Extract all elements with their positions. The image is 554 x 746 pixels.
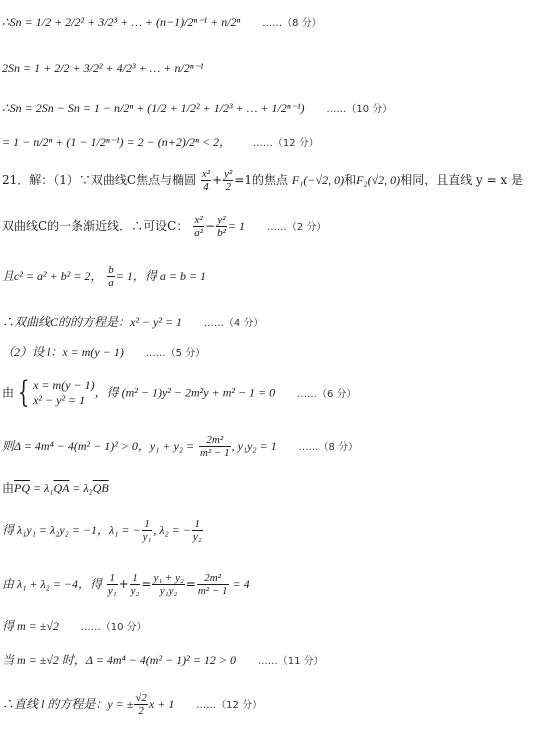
equation-system: x = m(y − 1) x² − y² = 1 xyxy=(33,378,95,407)
score-8-part2: ……（8 分） xyxy=(298,442,359,453)
set-line-l: （2）设 l：x = m(y − 1) xyxy=(2,345,124,359)
line-asymptote: 双曲线C的一条渐近线．∴可设C： $\frac{\text{x²}}{\text{a²}}$ − $\frac{\text{y²}}{\text{b²}}$ = 1 ……（2 分） xyxy=(2,214,327,239)
fraction-ellipse-x: $\frac{\text{x²}}{4}$ xyxy=(201,168,211,193)
score-4: ……（4 分） xyxy=(203,318,264,329)
fraction-ellipse-y: $\frac{\text{y²}}{2}$ xyxy=(224,168,233,193)
line-lambda-sum: 由 λ₁ + λ₂ = −4，得 $\frac{1}{\text{y₁}}$ + $\frac{1}{\text{y₂}}$ = $\frac{\text{y₁ + y₂}}{\text{y₁y₂}}$ = $\frac{\text{2m²}}{\text{m² − 1}}$ = 4 xyxy=(2,572,250,597)
fraction-slope: $\frac{√2}{2}$ xyxy=(135,692,147,717)
focus-f1: F₁(−√2, 0) xyxy=(291,173,345,187)
score-11: ……（11 分） xyxy=(257,656,324,667)
score-2: ……（2 分） xyxy=(266,222,327,233)
fraction-ba: $\frac{b}{a}$ xyxy=(108,264,114,289)
line-hyperbola-eq xyxy=(2,314,263,332)
q21-intro-text: 21．解：（1）∵双曲线C焦点与椭圆 xyxy=(2,173,197,187)
formula-sn: ∴Sn = 1/2 + 2/2² + 3/2³ + … + (n−1)/2ⁿ⁻¹ + n/2ⁿ xyxy=(2,15,241,29)
fraction-sum: $\frac{\text{2m²}}{\text{m² − 1}}$ xyxy=(199,434,230,459)
line-final-answer: ∴直线 l 的方程是：y = ± $\frac{√2}{2}$ x + 1 ……（12 分） xyxy=(2,692,263,717)
delta-text: 则Δ = 4m⁴ − 4(m² − 1)² > 0，y₁ + y₂ = xyxy=(2,439,195,453)
formula-sn-diff: ∴Sn = 2Sn − Sn = 1 − n/2ⁿ + (1/2 + 1/2² + 1/2³ + … + 1/2ⁿ⁻¹) xyxy=(2,101,305,115)
hyperbola-equation: ∴双曲线C的的方程是：x² − y² = 1 xyxy=(2,315,183,329)
line-m-value xyxy=(2,618,147,636)
formula-2sn: 2Sn = 1 + 2/2 + 3/2² + 4/2³ + … + n/2ⁿ⁻¹ xyxy=(2,61,204,75)
score-8: ……（8 分） xyxy=(262,18,322,29)
formula-sn-result: = 1 − n/2ⁿ + (1 − 1/2ⁿ⁻¹) = 2 − (n+2)/2ⁿ < 2， xyxy=(2,135,232,149)
line-sn-diff xyxy=(2,100,392,118)
line-ab: 且c² = a² + b² = 2， $\frac{b}{a}$ = 1，得 a = b = 1 xyxy=(2,264,207,289)
fraction-ratio2: $\frac{\text{2m²}}{\text{m² − 1}}$ xyxy=(197,572,228,597)
lambda-sum-text: 由 λ₁ + λ₂ = −4，得 xyxy=(2,577,103,591)
score-10-part2: ……（10 分） xyxy=(80,622,147,633)
fraction-hyper-y: $\frac{\text{y²}}{\text{b²}}$ xyxy=(217,214,226,239)
line-2sn xyxy=(2,60,204,76)
score-12-part2: ……（12 分） xyxy=(196,700,263,711)
line-delta: 则Δ = 4m⁴ − 4(m² − 1)² > 0，y₁ + y₂ = $\frac{\text{2m²}}{\text{m² − 1}}$ , y₁y₂ = 1 ……（8 分） xyxy=(2,434,359,459)
score-12-part1: ……（12 分） xyxy=(252,138,319,149)
line-lambda: 得 λ₁y₁ = λ₂y₂ = −1，λ₁ = − $\frac{1}{\text{y₁}}$ , λ₂ = − $\frac{1}{\text{y₂}}$ xyxy=(2,518,202,543)
score-10-part1: ……（10 分） xyxy=(326,104,393,115)
fraction-inv1: $\frac{1}{\text{y₁}}$ xyxy=(107,572,117,597)
line-sn-result xyxy=(2,134,319,152)
line-q21-intro: 21．解：（1）∵双曲线C焦点与椭圆 $\frac{\text{x²}}{4}$ + $\frac{\text{y²}}{2}$ =1的焦点 F₁(−√2, 0)和F₂(√2, 0)相同，且直线 y = x 是 xyxy=(2,168,524,193)
final-answer-text: ∴直线 l 的方程是：y = ± xyxy=(2,697,134,711)
fraction-lam1: $\frac{1}{\text{y₁}}$ xyxy=(142,518,152,543)
line-check-delta xyxy=(2,652,324,670)
check-delta: 当 m = ±√2 时，Δ = 4m⁴ − 4(m² − 1)² = 12 > 0 xyxy=(2,653,236,667)
score-5: ……（5 分） xyxy=(145,348,206,359)
fraction-lam2: $\frac{1}{\text{y₂}}$ xyxy=(192,518,202,543)
line-set-l xyxy=(2,344,205,362)
line-vectors: 由$\overline{PQ} = \lambda_1\overline{QA} = \lambda_2\overline{QB}$ xyxy=(2,481,109,495)
brace-icon: { xyxy=(17,375,30,410)
vector-pq: $\overline{PQ}$ xyxy=(14,481,31,495)
formula-c2: 且c² = a² + b² = 2， xyxy=(2,269,103,283)
focus-f2: F₂(√2, 0) xyxy=(356,173,401,187)
lambda-text: 得 λ₁y₁ = λ₂y₂ = −1，λ₁ = − xyxy=(2,523,141,537)
vector-qa: $\overline{QA}$ xyxy=(53,481,70,495)
line-sn-sum xyxy=(2,14,322,32)
asymptote-text: 双曲线C的一条渐近线．∴可设C： xyxy=(2,219,189,233)
fraction-inv2: $\frac{1}{\text{y₂}}$ xyxy=(130,572,140,597)
fraction-hyper-x: $\frac{\text{x²}}{\text{a²}}$ xyxy=(194,214,204,239)
quadratic-equation: ，得 (m² − 1)y² − 2m²y + m² − 1 = 0 xyxy=(94,385,276,400)
vector-qb: $\overline{QB}$ xyxy=(92,481,109,495)
fraction-ratio: $\frac{\text{y₁ + y₂}}{\text{y₁y₂}}$ xyxy=(153,572,184,597)
line-system: 由 { x = m(y − 1) x² − y² = 1 ，得 (m² − 1)y² − 2m²y + m² − 1 = 0 ……（6 分） xyxy=(2,375,357,410)
score-6: ……（6 分） xyxy=(296,388,357,400)
m-value: 得 m = ±√2 xyxy=(2,619,59,633)
